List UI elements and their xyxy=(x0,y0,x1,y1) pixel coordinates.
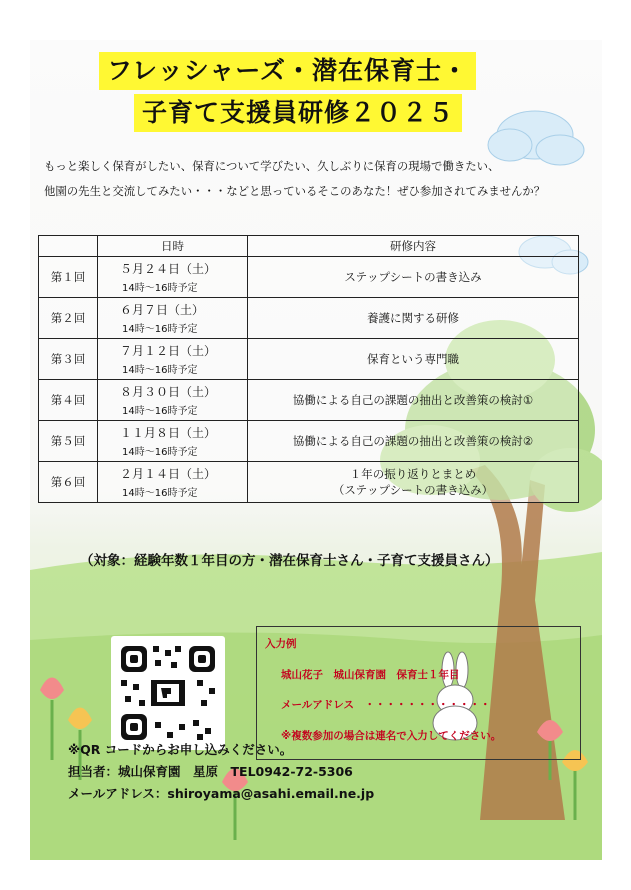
contact-email[interactable]: メールアドレス：shiroyama@asahi.email.ne.jp xyxy=(68,786,375,801)
session-topic xyxy=(248,462,579,503)
session-datetime xyxy=(98,257,248,298)
session-topic-line1: 養護に関する研修 xyxy=(367,311,459,325)
session-topic-line2: （ステップシートの書き込み） xyxy=(332,483,494,497)
qr-instruction-note: ※QR コードからお申し込みください。 xyxy=(68,742,293,757)
session-number: 第５回 xyxy=(39,421,98,462)
table-row xyxy=(39,421,579,462)
schedule-header-row xyxy=(39,236,579,257)
table-row xyxy=(39,380,579,421)
session-date: ７月１２日（土） xyxy=(120,344,217,358)
page-title-line2: 子育て支援員研修２０２５ xyxy=(134,94,462,132)
intro-text-line2: 他園の先生と交流してみたい・・・などと思っているそこのあなた！ぜひ参加されてみませんか？ xyxy=(44,184,546,198)
entry-example-name: 城山花子 城山保育園 保育士１年目 xyxy=(281,669,460,681)
session-topic-line1: 保育という専門職 xyxy=(367,352,459,366)
session-topic xyxy=(248,421,579,462)
session-datetime xyxy=(98,339,248,380)
table-row xyxy=(39,257,579,298)
session-number: 第６回 xyxy=(39,462,98,503)
session-time: 14時～16時予定 xyxy=(122,447,198,458)
session-time: 14時～16時予定 xyxy=(122,406,198,417)
session-topic-line1: １年の振り返りとまとめ xyxy=(349,467,477,481)
session-number: 第４回 xyxy=(39,380,98,421)
header-topic: 研修内容 xyxy=(248,236,579,257)
header-date: 日時 xyxy=(98,236,248,257)
session-topic-line1: 協働による自己の課題の抽出と改善策の検討① xyxy=(292,393,534,407)
entry-example-box xyxy=(256,626,581,760)
session-date: ２月１４日（土） xyxy=(120,467,217,481)
session-date: １１月８日（土） xyxy=(120,426,217,440)
session-date: ６月７日（土） xyxy=(120,303,205,317)
page-title-line1: フレッシャーズ・潜在保育士・ xyxy=(99,52,476,90)
target-audience: （対象：経験年数１年目の方・潜在保育士さん・子育て支援員さん） xyxy=(80,553,499,569)
session-number: 第１回 xyxy=(39,257,98,298)
session-topic xyxy=(248,339,579,380)
session-time: 14時～16時予定 xyxy=(122,488,198,499)
session-topic-line1: ステップシートの書き込み xyxy=(344,270,482,284)
session-number: 第３回 xyxy=(39,339,98,380)
entry-example-label: 入力例 xyxy=(265,638,297,650)
session-topic xyxy=(248,380,579,421)
session-topic xyxy=(248,257,579,298)
table-row xyxy=(39,339,579,380)
contact-info: 担当者：城山保育園 星原 TEL0942-72-5306 xyxy=(68,764,353,779)
qr-code-icon xyxy=(111,636,225,750)
session-datetime xyxy=(98,298,248,339)
table-row xyxy=(39,462,579,503)
schedule-table xyxy=(38,235,579,503)
session-datetime xyxy=(98,380,248,421)
session-topic-line1: 協働による自己の課題の抽出と改善策の検討② xyxy=(292,434,534,448)
cloud-icon xyxy=(488,111,584,165)
session-number: 第２回 xyxy=(39,298,98,339)
entry-example-email: メールアドレス ・・・・・・・・・・・・ xyxy=(281,699,491,711)
session-time: 14時～16時予定 xyxy=(122,365,198,376)
entry-example-note: ※複数参加の場合は連名で入力してください。 xyxy=(281,730,502,742)
session-datetime xyxy=(98,421,248,462)
session-date: ５月２４日（土） xyxy=(120,262,217,276)
header-no xyxy=(39,236,98,257)
intro-text-line1: もっと楽しく保育がしたい、保育について学びたい、久しぶりに保育の現場で働きたい、 xyxy=(44,159,500,173)
table-row xyxy=(39,298,579,339)
session-datetime xyxy=(98,462,248,503)
session-date: ８月３０日（土） xyxy=(120,385,217,399)
session-time: 14時～16時予定 xyxy=(122,283,198,294)
qr-code[interactable] xyxy=(111,636,225,750)
session-time: 14時～16時予定 xyxy=(122,324,198,335)
session-topic xyxy=(248,298,579,339)
